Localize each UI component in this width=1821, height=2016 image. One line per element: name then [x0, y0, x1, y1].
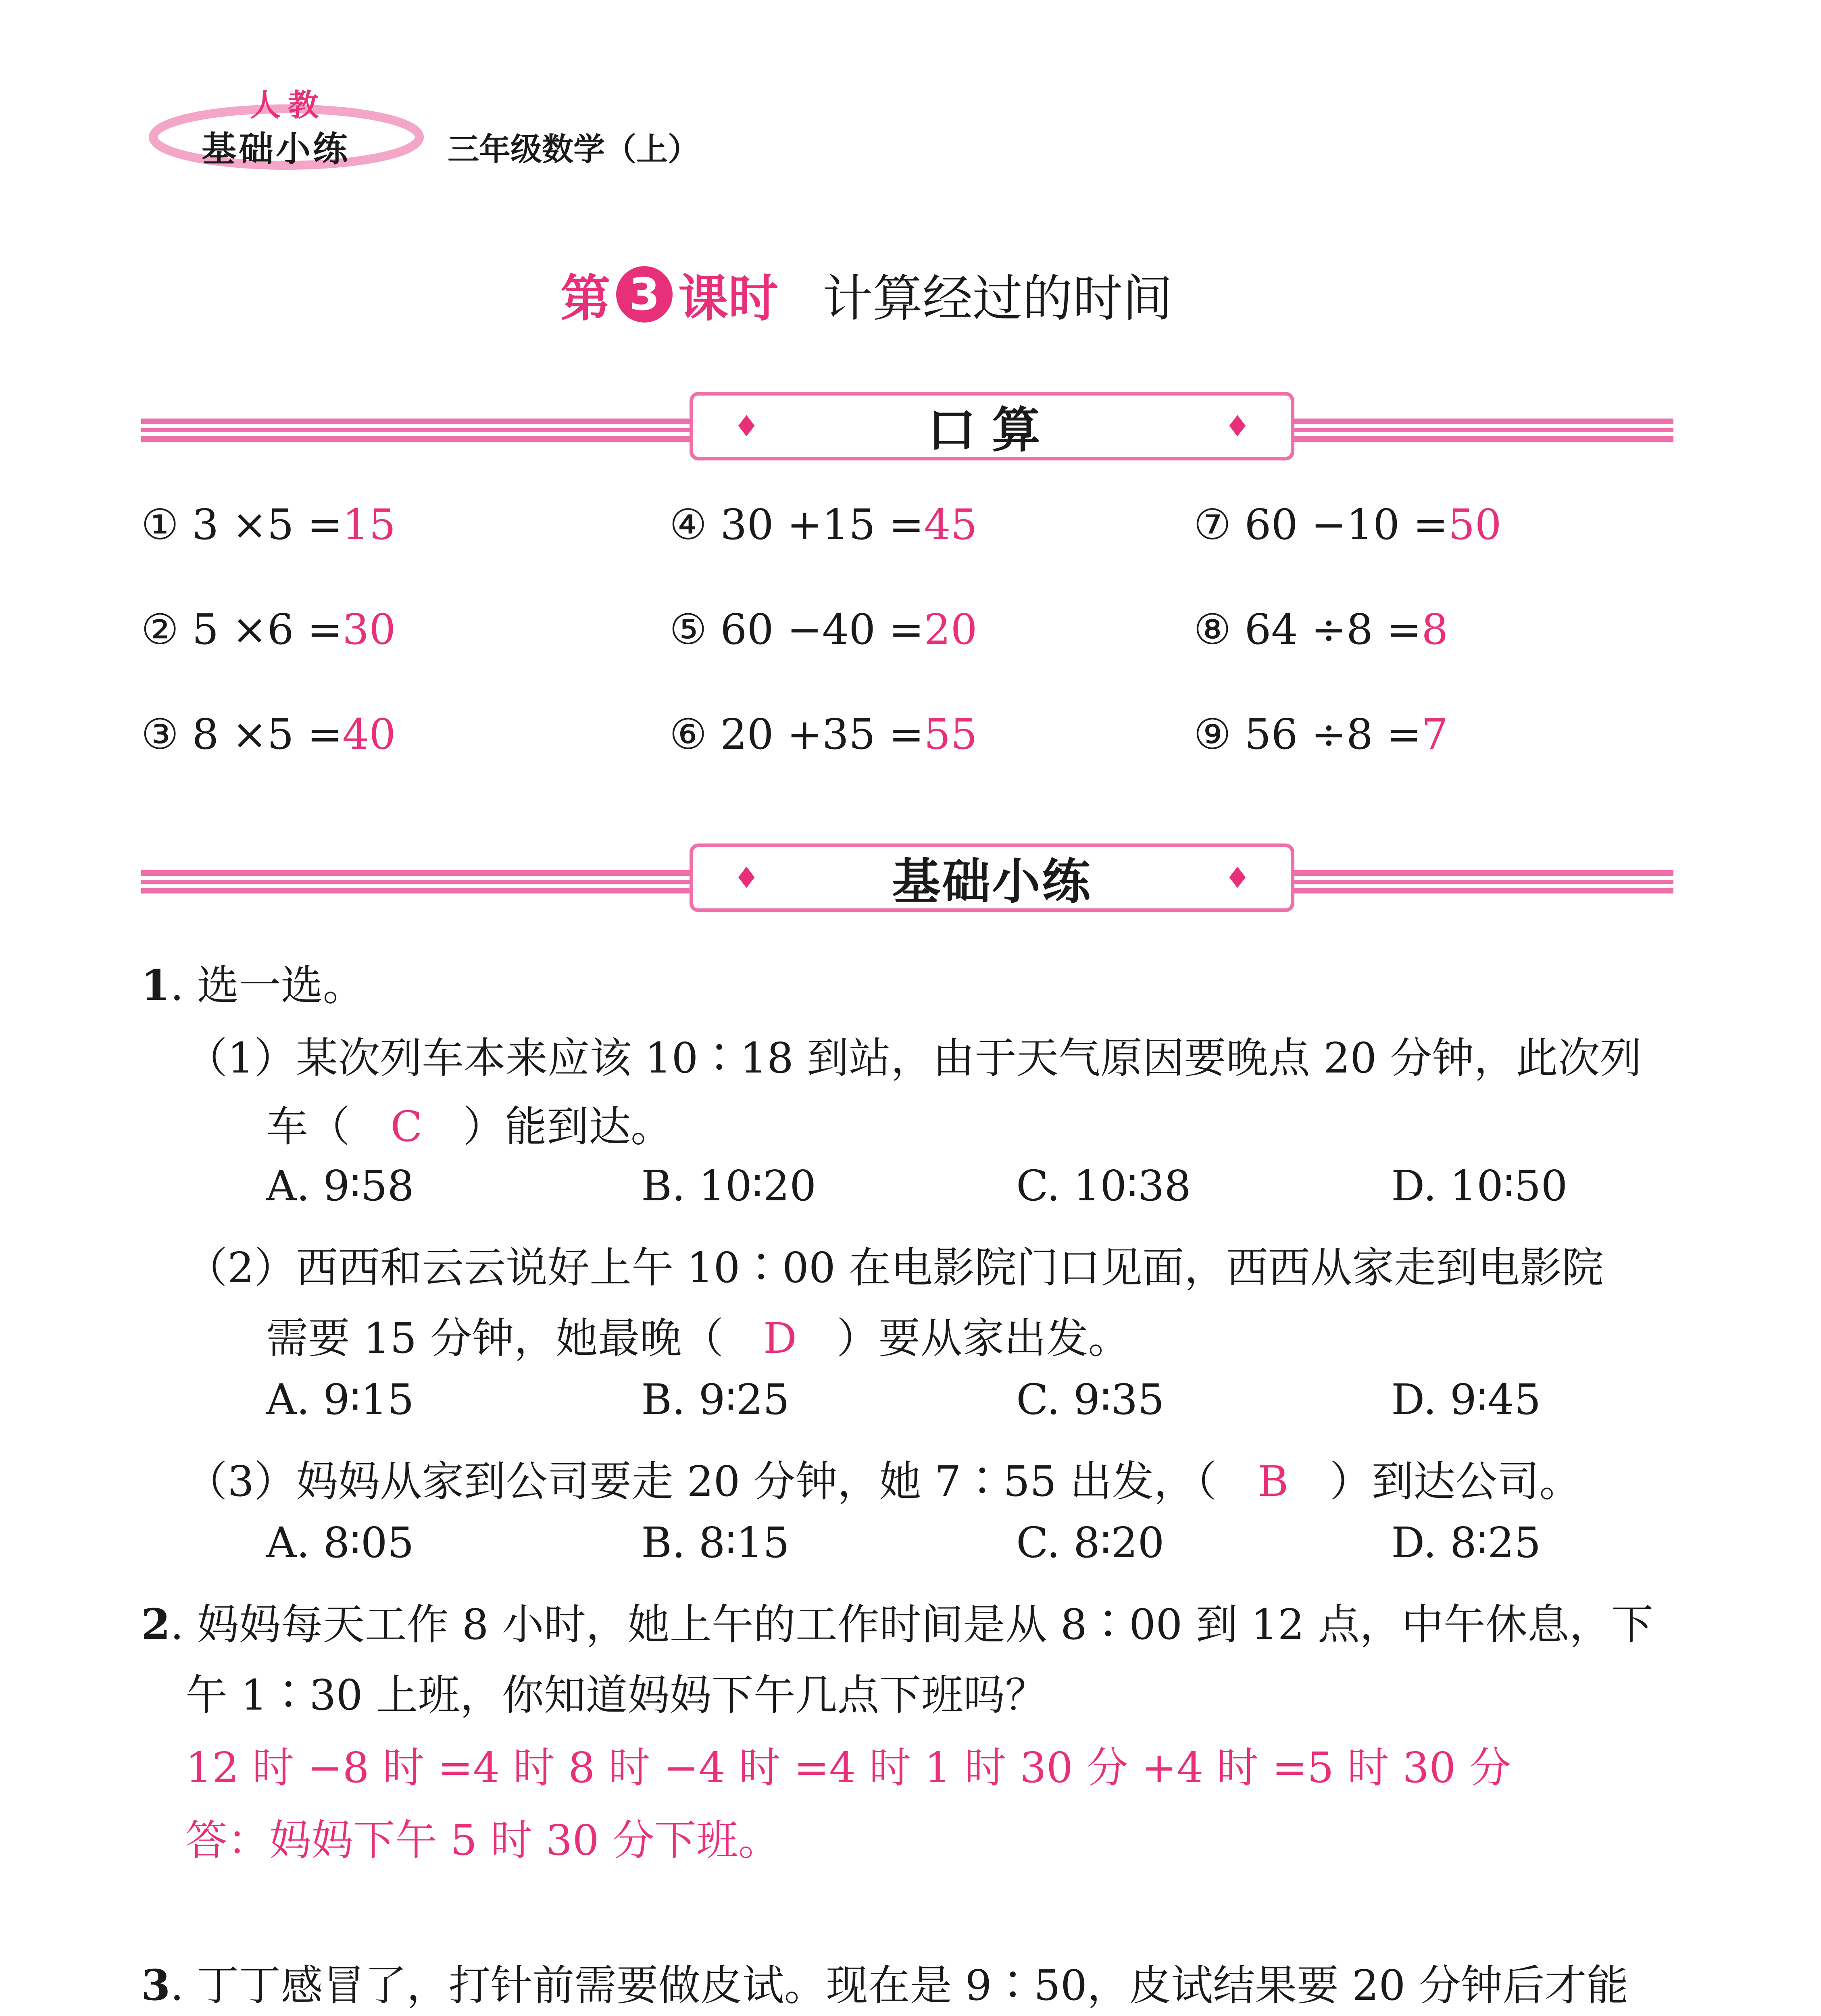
- q1-sub3-line1: [185, 1447, 1581, 1508]
- grade-subject: 三年级数学（上）: [448, 131, 700, 168]
- oral-item: [141, 605, 396, 654]
- question-text: . 妈妈每天工作 8 小时，她上午的工作时间是从 8∶00 到 12 点，中午休息，下: [170, 1600, 1653, 1649]
- oral-answer: 55: [924, 710, 977, 759]
- oral-expr: ④ 30 +15 =: [669, 500, 924, 549]
- diamond-icon: ♦: [733, 861, 760, 895]
- q1-sub2-option: D. 9∶45: [1391, 1375, 1541, 1424]
- q1-sub1-line2: [266, 1093, 673, 1153]
- oral-item: [1194, 500, 1502, 549]
- q1-sub3-option: D. 8∶25: [1391, 1518, 1541, 1567]
- lesson-prefix: 第: [560, 270, 611, 328]
- lesson-title: 计算经过的时间: [823, 270, 1173, 328]
- lesson-heading: [560, 254, 1173, 335]
- oral-expr: ⑤ 60 −40 =: [669, 605, 924, 654]
- q1-sub1-option: D. 10∶50: [1391, 1161, 1568, 1210]
- oral-expr: ① 3 ×5 =: [141, 500, 343, 549]
- q1-sub2-option: C. 9∶35: [1016, 1375, 1165, 1424]
- question-number: 3: [141, 1960, 171, 2010]
- oral-item: [1194, 605, 1448, 654]
- question-text: . 选一选。: [170, 961, 365, 1010]
- q1-sub3-text-pre: （3）妈妈从家到公司要走 20 分钟，她 7∶55 出发，（: [185, 1457, 1217, 1506]
- series-title: 基础小练: [202, 129, 350, 169]
- question-number: 2: [141, 1599, 171, 1649]
- question-2-line2: 午 1∶30 上班，你知道妈妈下午几点下班吗？: [185, 1670, 1047, 1720]
- q1-sub2-option: A. 9∶15: [266, 1375, 414, 1424]
- oral-expr: ⑨ 56 ÷8 =: [1194, 710, 1422, 759]
- q1-sub2-answer: D: [763, 1314, 797, 1363]
- oral-item: [669, 605, 977, 654]
- q1-sub1-line1: （1）某次列车本来应该 10∶18 到站，由于天气原因要晚点 20 分钟，此次列: [185, 1033, 1642, 1083]
- question-3-line1: [141, 1951, 1629, 2012]
- q1-sub3-text-post: ）到达公司。: [1329, 1457, 1581, 1506]
- oral-answer: 8: [1421, 605, 1448, 654]
- section-box-oral: [690, 392, 1294, 460]
- lesson-number-badge: 3: [616, 266, 673, 323]
- q1-sub1-option: C. 10∶38: [1016, 1161, 1191, 1210]
- q1-sub1-answer: C: [390, 1102, 423, 1151]
- oral-item: [669, 500, 977, 549]
- section-label-practice: 基础小练: [892, 854, 1092, 910]
- lesson-suffix: 课时: [678, 270, 779, 328]
- oral-item: [669, 710, 977, 759]
- q1-sub1-text-pre: 车（: [266, 1102, 350, 1151]
- oral-expr: ⑥ 20 +35 =: [669, 710, 924, 759]
- oral-expr: ③ 8 ×5 =: [141, 710, 343, 759]
- q1-sub3-answer: B: [1258, 1457, 1289, 1506]
- oral-answer: 15: [342, 500, 396, 549]
- question-2-line1: [141, 1591, 1653, 1651]
- oral-answer: 40: [342, 710, 396, 759]
- oral-item: [141, 500, 396, 549]
- section-bar-oral: [141, 402, 1673, 458]
- oral-answer: 7: [1421, 710, 1448, 759]
- diamond-icon: ♦: [1224, 861, 1250, 895]
- q1-sub1-option: B. 10∶20: [641, 1161, 817, 1210]
- oral-item: [1194, 710, 1448, 759]
- section-bar-practice: [141, 854, 1673, 910]
- section-box-practice: [690, 843, 1294, 912]
- oral-expr: ⑧ 64 ÷8 =: [1194, 605, 1422, 654]
- q1-sub3-option: B. 8∶15: [641, 1518, 790, 1567]
- oral-answer: 45: [924, 500, 977, 549]
- q2-answer: 答：妈妈下午 5 时 30 分下班。: [185, 1816, 780, 1865]
- question-1-title: [141, 952, 365, 1012]
- oral-answer: 20: [924, 605, 977, 654]
- oral-expr: ② 5 ×6 =: [141, 605, 343, 654]
- q1-sub2-line2: [266, 1304, 1130, 1365]
- oral-answer: 50: [1448, 500, 1502, 549]
- section-label-oral: 口算: [927, 402, 1056, 458]
- q1-sub2-text-pre: 需要 15 分钟，她最晚（: [266, 1314, 724, 1363]
- q1-sub2-option: B. 9∶25: [641, 1375, 790, 1424]
- oral-expr: ⑦ 60 −10 =: [1194, 500, 1448, 549]
- publisher-tag: 人教: [250, 87, 326, 123]
- q1-sub2-text-post: ）要从家出发。: [836, 1314, 1130, 1363]
- q1-sub1-text-post: ）能到达。: [463, 1102, 673, 1151]
- diamond-icon: ♦: [1224, 409, 1250, 443]
- question-text: . 丁丁感冒了，打针前需要做皮试。现在是 9∶50，皮试结果要 20 分钟后才能: [170, 1961, 1629, 2010]
- q1-sub3-option: A. 8∶05: [266, 1518, 414, 1567]
- q2-work: 12 时 −8 时 =4 时 8 时 −4 时 =4 时 1 时 30 分 +4 时 =5 时 30 分: [185, 1743, 1511, 1792]
- q1-sub2-line1: （2）西西和云云说好上午 10∶00 在电影院门口见面，西西从家走到电影院: [185, 1243, 1604, 1292]
- question-number: 1: [141, 960, 171, 1010]
- diamond-icon: ♦: [733, 409, 760, 443]
- q1-sub3-option: C. 8∶20: [1016, 1518, 1165, 1567]
- oral-item: [141, 710, 396, 759]
- q1-sub1-option: A. 9∶58: [266, 1161, 414, 1210]
- oral-answer: 30: [342, 605, 396, 654]
